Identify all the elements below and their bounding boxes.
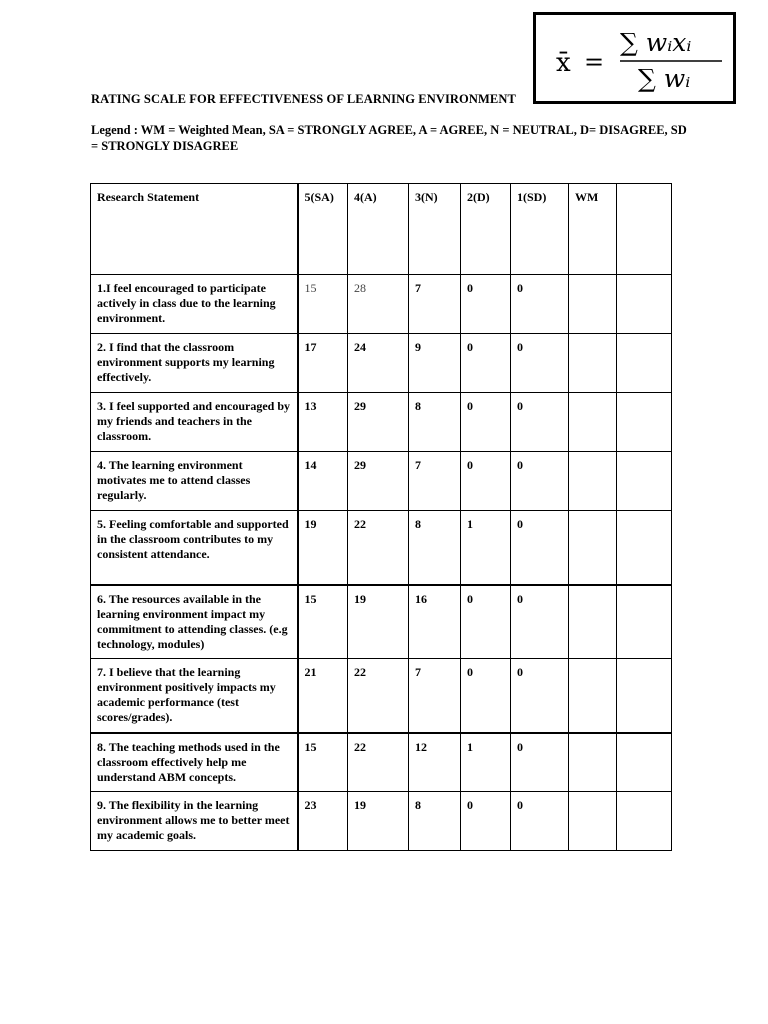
n-cell: 7: [409, 452, 461, 511]
table-row: [91, 585, 672, 659]
a-cell: 22: [348, 733, 409, 792]
wm-cell: [569, 792, 617, 851]
sa-cell: 23: [298, 792, 348, 851]
table-row: [91, 659, 672, 733]
table-row: [91, 452, 672, 511]
wm-cell: [569, 393, 617, 452]
sa-cell: 15: [298, 585, 348, 659]
extra-cell: [617, 275, 672, 334]
sd-cell: 0: [511, 275, 569, 334]
d-cell: 1: [461, 733, 511, 792]
statement-cell: 8. The teaching methods used in the classroom effectively help me understand ABM concepts.: [91, 733, 298, 792]
d-cell: 0: [461, 792, 511, 851]
extra-cell: [617, 792, 672, 851]
header-n: 3(N): [409, 184, 461, 275]
statement-cell: 1.I feel encouraged to participate actively in class due to the learning environment.: [91, 275, 298, 334]
sd-cell: 0: [511, 393, 569, 452]
sa-cell: 13: [298, 393, 348, 452]
weighted-mean-formula: [533, 12, 736, 104]
n-cell: 9: [409, 334, 461, 393]
extra-cell: [617, 511, 672, 585]
formula-denominator: ∑ wᵢ: [638, 64, 691, 93]
sa-cell: 15: [298, 733, 348, 792]
d-cell: 0: [461, 334, 511, 393]
d-cell: 0: [461, 393, 511, 452]
formula-numerator: ∑ wᵢxᵢ: [620, 28, 692, 57]
wm-cell: [569, 733, 617, 792]
sa-cell: 14: [298, 452, 348, 511]
a-cell: 29: [348, 452, 409, 511]
wm-cell: [569, 659, 617, 733]
d-cell: 0: [461, 585, 511, 659]
sd-cell: 0: [511, 334, 569, 393]
wm-cell: [569, 334, 617, 393]
wm-cell: [569, 585, 617, 659]
formula-lhs: x̄: [556, 48, 571, 78]
statement-cell: 5. Feeling comfortable and supported in the classroom contributes to my consistent attendance.: [91, 511, 298, 585]
table-row: [91, 792, 672, 851]
a-cell: 28: [348, 275, 409, 334]
wm-cell: [569, 511, 617, 585]
extra-cell: [617, 393, 672, 452]
formula-graphic: [536, 15, 733, 101]
sd-cell: 0: [511, 585, 569, 659]
statement-cell: 4. The learning environment motivates me to attend classes regularly.: [91, 452, 298, 511]
d-cell: 0: [461, 452, 511, 511]
statement-cell: 2. I find that the classroom environment supports my learning effectively.: [91, 334, 298, 393]
header-extra: [617, 184, 672, 275]
wm-cell: [569, 275, 617, 334]
table-header-row: [91, 184, 672, 275]
n-cell: 12: [409, 733, 461, 792]
statement-cell: 6. The resources available in the learning environment impact my commitment to attending classes. (e.g technology, modules): [91, 585, 298, 659]
rating-table: [90, 183, 672, 851]
a-cell: 22: [348, 511, 409, 585]
d-cell: 1: [461, 511, 511, 585]
n-cell: 8: [409, 511, 461, 585]
n-cell: 7: [409, 275, 461, 334]
table-row: [91, 393, 672, 452]
formula-equals: =: [584, 48, 605, 76]
a-cell: 24: [348, 334, 409, 393]
table-row: [91, 511, 672, 585]
d-cell: 0: [461, 659, 511, 733]
extra-cell: [617, 452, 672, 511]
sd-cell: 0: [511, 452, 569, 511]
n-cell: 8: [409, 393, 461, 452]
header-research-statement: Research Statement: [91, 184, 298, 275]
n-cell: 7: [409, 659, 461, 733]
page-title: RATING SCALE FOR EFFECTIVENESS OF LEARNING ENVIRONMENT: [91, 92, 516, 106]
a-cell: 19: [348, 792, 409, 851]
table-row: [91, 733, 672, 792]
extra-cell: [617, 585, 672, 659]
statement-cell: 3. I feel supported and encouraged by my friends and teachers in the classroom.: [91, 393, 298, 452]
legend: Legend : WM = Weighted Mean, SA = STRONGLY AGREE, A = AGREE, N = NEUTRAL, D= DISAGREE, SD = STRONGLY DISAGREE: [91, 123, 687, 153]
sa-cell: 19: [298, 511, 348, 585]
a-cell: 29: [348, 393, 409, 452]
statement-cell: 7. I believe that the learning environment positively impacts my academic performance (test scores/grades).: [91, 659, 298, 733]
sd-cell: 0: [511, 511, 569, 585]
table-row: [91, 334, 672, 393]
a-cell: 22: [348, 659, 409, 733]
sd-cell: 0: [511, 659, 569, 733]
table-row: [91, 275, 672, 334]
header-wm: WM: [569, 184, 617, 275]
sa-cell: 17: [298, 334, 348, 393]
sa-cell: 15: [298, 275, 348, 334]
extra-cell: [617, 733, 672, 792]
wm-cell: [569, 452, 617, 511]
header-sa: 5(SA): [298, 184, 348, 275]
sa-cell: 21: [298, 659, 348, 733]
n-cell: 8: [409, 792, 461, 851]
d-cell: 0: [461, 275, 511, 334]
sd-cell: 0: [511, 792, 569, 851]
sd-cell: 0: [511, 733, 569, 792]
extra-cell: [617, 334, 672, 393]
statement-cell: 9. The flexibility in the learning environment allows me to better meet my academic goals.: [91, 792, 298, 851]
n-cell: 16: [409, 585, 461, 659]
header-sd: 1(SD): [511, 184, 569, 275]
extra-cell: [617, 659, 672, 733]
header-a: 4(A): [348, 184, 409, 275]
a-cell: 19: [348, 585, 409, 659]
header-d: 2(D): [461, 184, 511, 275]
